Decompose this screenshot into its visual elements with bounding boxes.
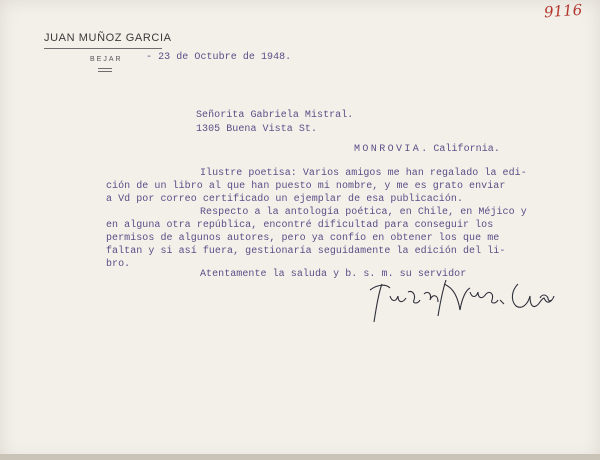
body-line: Respecto a la antología poética, en Chile, en Méjico y: [200, 207, 527, 218]
recipient-state: . California.: [421, 144, 500, 155]
body-line: a Vd por correo certificado un ejemplar de esa publicación.: [106, 194, 464, 205]
body-line: en alguna otra república, encontré dificultad para conseguir los: [106, 220, 494, 231]
closing-line: Atentamente la saluda y b. s. m. su servidor: [200, 269, 467, 280]
letterhead-city: BEJAR: [90, 56, 123, 63]
body-line: bro.: [106, 259, 131, 270]
recipient-name: Señorita Gabriela Mistral.: [196, 110, 354, 121]
recipient-address: 1305 Buena Vista St.: [196, 124, 318, 135]
letterhead-rule-short: [98, 71, 112, 72]
body-line: Ilustre poetisa: Varios amigos me han regalado la edi-: [200, 168, 527, 179]
body-line: permisos de algunos autores, pero ya confío en obtener los que me: [106, 233, 500, 244]
letter-date: - 23 de Octubre de 1948.: [146, 52, 292, 63]
letterhead-name: JUAN MUÑOZ GARCIA: [44, 32, 172, 44]
body-line: faltan y si así fuera, gestionaría seguidamente la edición del li-: [106, 246, 506, 257]
recipient-location: [354, 144, 500, 155]
recipient-city: MONROVIA: [354, 144, 422, 155]
handwritten-signature: [368, 270, 558, 330]
page-edge: [0, 454, 600, 460]
letterhead-rule: [44, 48, 162, 49]
body-line: ción de un libro al que han puesto mi nombre, y me es grato enviar: [106, 181, 506, 192]
archive-number: 9116: [543, 0, 583, 22]
letterhead-rule-short: [98, 68, 112, 69]
